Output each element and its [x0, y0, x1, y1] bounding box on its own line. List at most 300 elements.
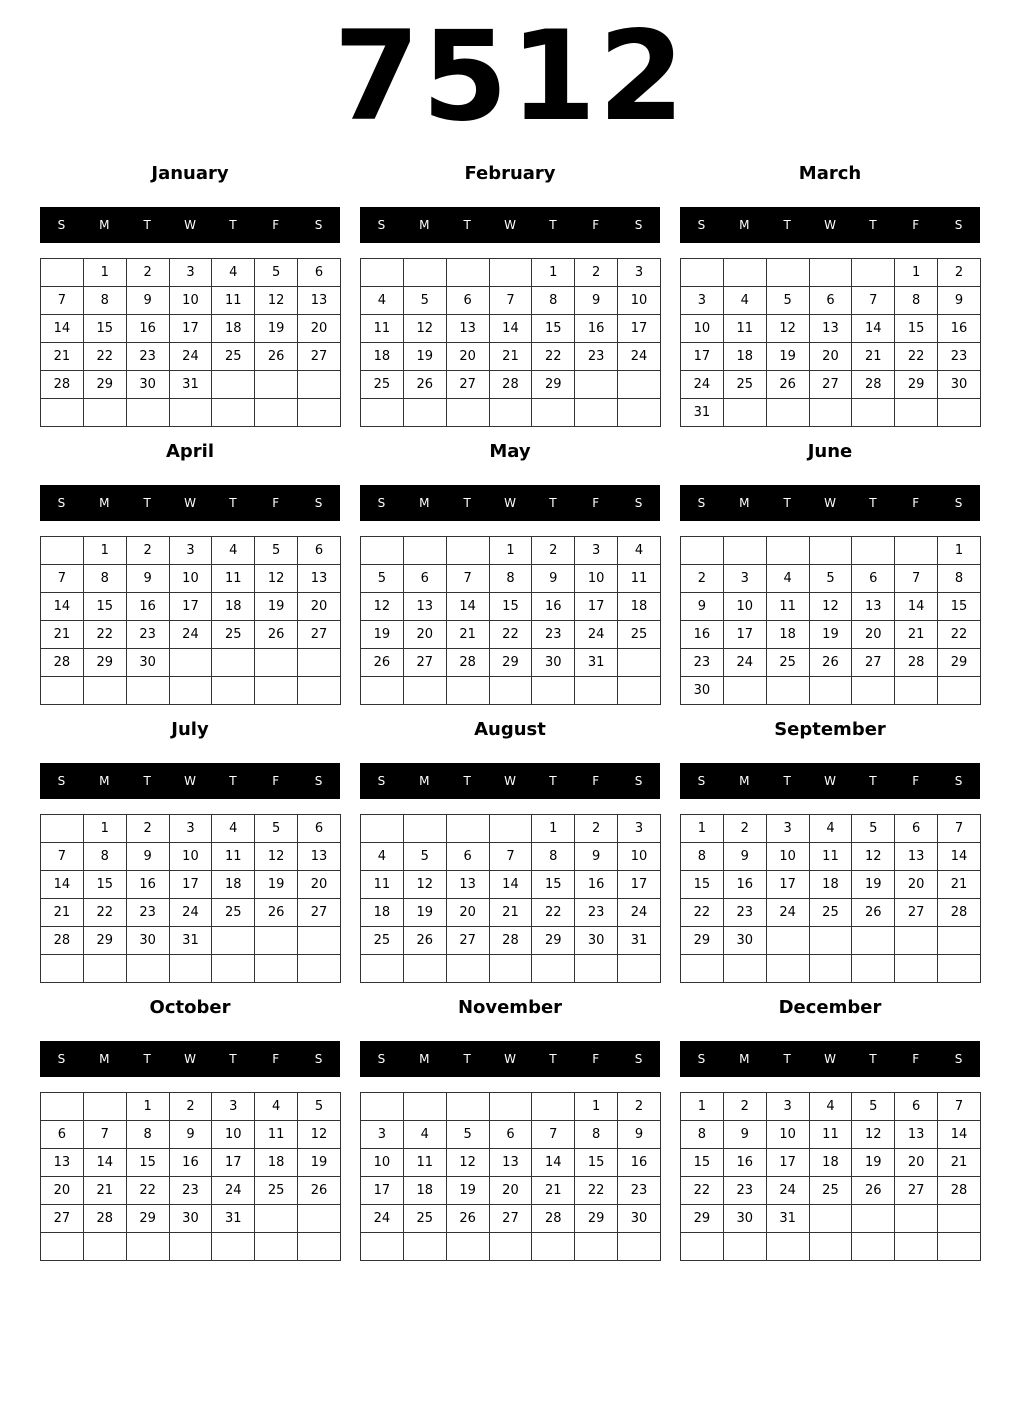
day-cell: 18 — [766, 621, 809, 649]
day-cell — [361, 677, 404, 705]
day-cell: 13 — [446, 315, 489, 343]
day-cell — [298, 371, 341, 399]
day-cell: 15 — [532, 871, 575, 899]
day-cell: 15 — [489, 593, 532, 621]
weekday-label: W — [824, 218, 836, 232]
day-cell: 22 — [83, 899, 126, 927]
day-cell — [489, 399, 532, 427]
day-cell: 23 — [681, 649, 724, 677]
day-grid — [680, 536, 981, 705]
day-cell: 26 — [403, 927, 446, 955]
day-cell: 2 — [938, 259, 981, 287]
weekday-label: T — [783, 1052, 791, 1066]
day-cell: 15 — [83, 315, 126, 343]
day-cell: 7 — [938, 815, 981, 843]
day-cell — [681, 1233, 724, 1261]
day-cell — [83, 1233, 126, 1261]
weekday-label: S — [314, 496, 323, 510]
day-cell: 6 — [446, 287, 489, 315]
day-cell: 16 — [575, 871, 618, 899]
weekday-label: M — [99, 496, 110, 510]
week-row — [361, 955, 661, 983]
day-cell: 17 — [169, 315, 212, 343]
day-cell: 22 — [532, 343, 575, 371]
week-row — [681, 565, 981, 593]
day-cell: 3 — [618, 259, 661, 287]
week-row — [41, 871, 341, 899]
day-cell: 4 — [618, 537, 661, 565]
day-cell: 7 — [446, 565, 489, 593]
day-cell: 30 — [681, 677, 724, 705]
day-cell: 28 — [532, 1205, 575, 1233]
day-cell — [361, 399, 404, 427]
day-grid — [680, 258, 981, 427]
day-cell: 24 — [618, 343, 661, 371]
weekday-label: S — [377, 1052, 386, 1066]
week-row — [681, 621, 981, 649]
day-cell — [938, 1233, 981, 1261]
day-cell — [41, 955, 84, 983]
weekday-header — [680, 763, 980, 799]
day-cell: 7 — [83, 1121, 126, 1149]
weekday-label: T — [869, 1052, 877, 1066]
day-cell: 8 — [681, 1121, 724, 1149]
week-row — [361, 343, 661, 371]
day-cell: 21 — [938, 871, 981, 899]
day-cell: 27 — [489, 1205, 532, 1233]
day-cell: 2 — [723, 815, 766, 843]
day-cell: 26 — [298, 1177, 341, 1205]
day-cell: 12 — [298, 1121, 341, 1149]
weekday-label: T — [783, 496, 791, 510]
day-cell: 26 — [403, 371, 446, 399]
day-cell — [361, 259, 404, 287]
day-cell: 11 — [212, 287, 255, 315]
weekday-label: W — [184, 1052, 196, 1066]
day-cell: 18 — [809, 871, 852, 899]
week-row — [681, 315, 981, 343]
weekday-label: M — [419, 1052, 430, 1066]
day-cell: 23 — [723, 899, 766, 927]
day-cell: 4 — [212, 815, 255, 843]
day-cell: 13 — [895, 843, 938, 871]
day-cell: 9 — [169, 1121, 212, 1149]
day-cell: 9 — [723, 843, 766, 871]
day-cell: 1 — [938, 537, 981, 565]
day-cell: 25 — [361, 927, 404, 955]
day-cell: 28 — [41, 927, 84, 955]
day-cell — [361, 537, 404, 565]
day-cell — [41, 1233, 84, 1261]
day-cell — [895, 677, 938, 705]
day-cell: 18 — [403, 1177, 446, 1205]
weekday-label: S — [57, 1052, 66, 1066]
month-may — [360, 438, 660, 706]
weekday-label: F — [272, 218, 280, 232]
month-july — [40, 716, 340, 984]
day-cell: 8 — [83, 843, 126, 871]
day-cell — [403, 259, 446, 287]
weekday-label: T — [143, 1052, 151, 1066]
day-cell: 20 — [41, 1177, 84, 1205]
day-cell: 1 — [489, 537, 532, 565]
day-grid — [40, 536, 341, 705]
month-august — [360, 716, 660, 984]
weekday-label: W — [824, 774, 836, 788]
day-cell: 29 — [126, 1205, 169, 1233]
day-grid — [40, 1092, 341, 1261]
day-cell — [723, 1233, 766, 1261]
day-cell — [41, 537, 84, 565]
day-cell: 19 — [255, 593, 298, 621]
week-row — [361, 871, 661, 899]
day-grid — [40, 814, 341, 983]
week-row — [41, 287, 341, 315]
week-row — [361, 259, 661, 287]
day-cell: 7 — [852, 287, 895, 315]
day-cell: 2 — [681, 565, 724, 593]
day-cell: 12 — [255, 565, 298, 593]
week-row — [41, 259, 341, 287]
day-cell — [126, 399, 169, 427]
day-cell — [446, 259, 489, 287]
day-cell: 4 — [723, 287, 766, 315]
day-cell: 13 — [895, 1121, 938, 1149]
week-row — [41, 815, 341, 843]
day-cell: 19 — [446, 1177, 489, 1205]
day-cell: 16 — [938, 315, 981, 343]
day-cell: 14 — [83, 1149, 126, 1177]
day-cell: 23 — [723, 1177, 766, 1205]
day-cell: 6 — [895, 1093, 938, 1121]
day-cell: 5 — [298, 1093, 341, 1121]
day-cell — [255, 371, 298, 399]
day-cell: 10 — [618, 287, 661, 315]
day-cell — [489, 815, 532, 843]
day-cell — [169, 1233, 212, 1261]
weekday-label: T — [463, 774, 471, 788]
day-cell — [809, 927, 852, 955]
weekday-label: M — [419, 496, 430, 510]
day-cell — [361, 815, 404, 843]
weekday-label: M — [739, 774, 750, 788]
week-row — [681, 1121, 981, 1149]
day-cell: 27 — [895, 899, 938, 927]
week-row — [41, 621, 341, 649]
weekday-label: S — [314, 1052, 323, 1066]
day-cell — [618, 649, 661, 677]
day-cell: 3 — [681, 287, 724, 315]
day-cell: 28 — [489, 927, 532, 955]
day-cell: 25 — [809, 899, 852, 927]
day-cell: 14 — [489, 315, 532, 343]
day-grid — [360, 814, 661, 983]
day-cell: 6 — [298, 537, 341, 565]
day-cell — [446, 815, 489, 843]
weekday-label: T — [783, 218, 791, 232]
day-cell — [809, 1233, 852, 1261]
day-cell — [809, 955, 852, 983]
day-cell: 11 — [212, 565, 255, 593]
day-cell: 18 — [618, 593, 661, 621]
day-cell — [852, 927, 895, 955]
weekday-label: F — [912, 1052, 920, 1066]
day-cell: 31 — [169, 371, 212, 399]
day-cell: 5 — [403, 843, 446, 871]
day-cell: 20 — [852, 621, 895, 649]
day-cell: 21 — [895, 621, 938, 649]
day-cell — [298, 1205, 341, 1233]
day-cell: 29 — [681, 1205, 724, 1233]
day-cell — [403, 815, 446, 843]
day-cell: 16 — [575, 315, 618, 343]
month-march — [680, 160, 980, 428]
day-cell: 14 — [938, 1121, 981, 1149]
weekday-label: W — [824, 1052, 836, 1066]
day-cell — [126, 955, 169, 983]
week-row — [41, 537, 341, 565]
day-cell: 25 — [212, 621, 255, 649]
weekday-label: M — [99, 1052, 110, 1066]
day-cell — [532, 955, 575, 983]
day-cell: 7 — [489, 287, 532, 315]
week-row — [681, 815, 981, 843]
week-row — [681, 649, 981, 677]
day-cell: 20 — [809, 343, 852, 371]
day-cell: 11 — [723, 315, 766, 343]
day-cell: 14 — [41, 871, 84, 899]
weekday-header — [680, 207, 980, 243]
day-cell: 23 — [126, 899, 169, 927]
day-cell — [255, 927, 298, 955]
day-cell: 16 — [723, 1149, 766, 1177]
weekday-label: W — [504, 774, 516, 788]
day-cell: 16 — [169, 1149, 212, 1177]
weekday-label: S — [697, 496, 706, 510]
week-row — [41, 927, 341, 955]
weekday-label: T — [549, 1052, 557, 1066]
day-cell: 18 — [361, 899, 404, 927]
day-cell: 7 — [489, 843, 532, 871]
day-cell: 1 — [681, 815, 724, 843]
day-cell — [169, 649, 212, 677]
week-row — [361, 843, 661, 871]
day-cell: 20 — [895, 1149, 938, 1177]
day-cell: 30 — [126, 371, 169, 399]
day-cell: 14 — [489, 871, 532, 899]
weekday-label: T — [549, 218, 557, 232]
day-cell: 13 — [446, 871, 489, 899]
weekday-label: T — [229, 218, 237, 232]
day-cell: 28 — [489, 371, 532, 399]
day-cell — [255, 399, 298, 427]
day-cell — [681, 955, 724, 983]
day-cell: 30 — [126, 927, 169, 955]
day-cell — [489, 1233, 532, 1261]
weekday-label: S — [954, 218, 963, 232]
weekday-label: T — [549, 496, 557, 510]
day-cell: 11 — [361, 871, 404, 899]
weekday-label: S — [634, 774, 643, 788]
weekday-header — [40, 763, 340, 799]
day-cell: 28 — [83, 1205, 126, 1233]
day-cell — [361, 1233, 404, 1261]
month-name: March — [798, 163, 862, 184]
weekday-label: W — [184, 218, 196, 232]
weekday-label: F — [912, 218, 920, 232]
months-grid — [40, 160, 980, 1262]
week-row — [41, 315, 341, 343]
weekday-label: T — [229, 496, 237, 510]
day-cell: 25 — [766, 649, 809, 677]
day-cell: 27 — [852, 649, 895, 677]
day-cell: 4 — [361, 843, 404, 871]
day-cell: 10 — [169, 287, 212, 315]
day-cell: 6 — [809, 287, 852, 315]
day-cell: 24 — [723, 649, 766, 677]
day-cell: 19 — [852, 871, 895, 899]
day-cell: 1 — [83, 537, 126, 565]
day-cell — [809, 399, 852, 427]
day-cell: 26 — [361, 649, 404, 677]
day-cell: 1 — [83, 815, 126, 843]
day-cell: 21 — [446, 621, 489, 649]
day-cell: 17 — [618, 315, 661, 343]
day-cell: 7 — [938, 1093, 981, 1121]
week-row — [361, 565, 661, 593]
day-cell: 12 — [852, 1121, 895, 1149]
day-cell: 19 — [255, 871, 298, 899]
day-cell — [766, 537, 809, 565]
day-cell: 6 — [298, 259, 341, 287]
day-cell: 5 — [852, 1093, 895, 1121]
weekday-label: M — [739, 218, 750, 232]
day-cell — [403, 677, 446, 705]
week-row — [681, 343, 981, 371]
day-cell — [618, 1233, 661, 1261]
weekday-header — [680, 485, 980, 521]
weekday-label: W — [504, 1052, 516, 1066]
day-cell — [852, 955, 895, 983]
week-row — [41, 677, 341, 705]
day-cell — [361, 1093, 404, 1121]
day-cell: 20 — [403, 621, 446, 649]
day-cell — [532, 1093, 575, 1121]
day-cell: 19 — [403, 343, 446, 371]
weekday-label: S — [697, 774, 706, 788]
day-cell: 2 — [575, 259, 618, 287]
day-cell: 22 — [126, 1177, 169, 1205]
day-cell: 12 — [403, 871, 446, 899]
day-cell — [446, 1093, 489, 1121]
week-row — [361, 537, 661, 565]
day-cell: 30 — [938, 371, 981, 399]
day-cell: 30 — [723, 927, 766, 955]
day-cell: 5 — [403, 287, 446, 315]
weekday-label: T — [463, 496, 471, 510]
day-cell: 30 — [532, 649, 575, 677]
week-row — [361, 371, 661, 399]
day-cell: 31 — [766, 1205, 809, 1233]
day-cell: 8 — [681, 843, 724, 871]
day-cell: 11 — [403, 1149, 446, 1177]
day-cell: 29 — [83, 371, 126, 399]
day-cell: 27 — [403, 649, 446, 677]
day-cell — [361, 955, 404, 983]
day-cell: 1 — [575, 1093, 618, 1121]
day-cell: 15 — [681, 1149, 724, 1177]
month-name: June — [807, 441, 853, 462]
day-cell — [681, 537, 724, 565]
month-october — [40, 994, 340, 1262]
day-cell: 19 — [361, 621, 404, 649]
weekday-label: F — [912, 774, 920, 788]
week-row — [681, 1093, 981, 1121]
day-cell: 19 — [766, 343, 809, 371]
day-cell — [852, 537, 895, 565]
week-row — [361, 1205, 661, 1233]
week-row — [681, 927, 981, 955]
day-cell — [83, 1093, 126, 1121]
day-cell — [723, 259, 766, 287]
weekday-label: S — [57, 774, 66, 788]
day-cell: 2 — [126, 537, 169, 565]
day-cell: 27 — [298, 621, 341, 649]
week-row — [361, 899, 661, 927]
day-cell: 23 — [618, 1177, 661, 1205]
day-cell — [298, 677, 341, 705]
day-cell: 21 — [489, 899, 532, 927]
day-cell — [212, 955, 255, 983]
day-cell: 8 — [938, 565, 981, 593]
day-cell: 18 — [212, 871, 255, 899]
day-cell — [403, 537, 446, 565]
week-row — [41, 343, 341, 371]
weekday-header — [40, 485, 340, 521]
week-row — [681, 899, 981, 927]
day-cell — [895, 955, 938, 983]
day-cell: 31 — [681, 399, 724, 427]
day-cell — [83, 955, 126, 983]
weekday-label: F — [912, 496, 920, 510]
day-cell: 16 — [532, 593, 575, 621]
day-cell — [403, 1093, 446, 1121]
day-cell: 15 — [681, 871, 724, 899]
weekday-label: M — [99, 774, 110, 788]
day-cell — [575, 955, 618, 983]
day-cell: 12 — [255, 843, 298, 871]
day-grid — [360, 1092, 661, 1261]
day-cell — [169, 399, 212, 427]
day-cell — [212, 677, 255, 705]
month-name: January — [151, 163, 229, 184]
day-cell: 19 — [403, 899, 446, 927]
day-cell: 4 — [809, 815, 852, 843]
day-cell: 7 — [532, 1121, 575, 1149]
day-cell: 8 — [83, 565, 126, 593]
weekday-label: S — [57, 496, 66, 510]
week-row — [361, 1233, 661, 1261]
month-name: July — [171, 719, 209, 740]
day-cell: 25 — [723, 371, 766, 399]
day-cell: 9 — [681, 593, 724, 621]
week-row — [41, 955, 341, 983]
weekday-label: T — [143, 496, 151, 510]
day-cell: 3 — [169, 259, 212, 287]
day-cell: 10 — [681, 315, 724, 343]
day-cell: 16 — [681, 621, 724, 649]
day-cell — [169, 955, 212, 983]
